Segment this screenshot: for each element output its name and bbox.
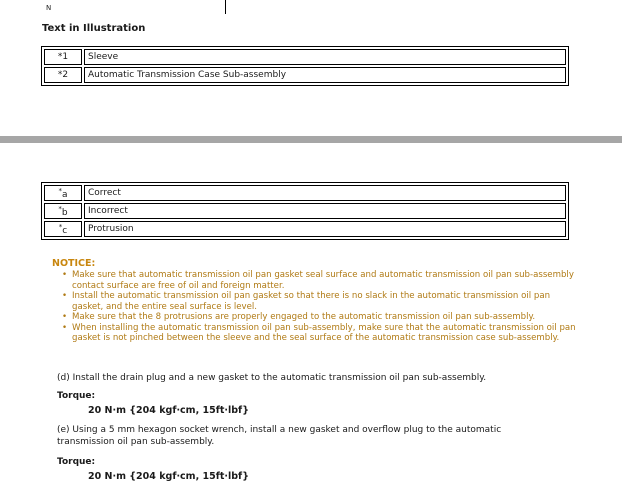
callout-key [44, 203, 82, 219]
callout-row [44, 221, 566, 237]
callout-label: Automatic Transmission Case Sub-assembly [84, 67, 566, 83]
callout-key-mark: * [58, 222, 63, 231]
callout-row [44, 49, 566, 65]
callout-key-mark: * [58, 186, 62, 195]
callout-key [44, 49, 82, 65]
bullet-icon: • [62, 270, 68, 280]
section-divider [0, 136, 622, 143]
step-e-torque-label: Torque: [57, 457, 96, 467]
callout-key-id: a [61, 189, 68, 200]
section-title: Text in Illustration [42, 23, 146, 34]
callout-row [44, 203, 566, 219]
step-e-torque-value: 20 N·m {204 kgf·cm, 15ft·lbf} [88, 471, 249, 482]
step-d-text: (d) Install the drain plug and a new gasket to the automatic transmission oil pan sub-assembly. [57, 373, 487, 383]
callout-table-top [41, 46, 569, 86]
step-d-torque-label: Torque: [57, 391, 96, 401]
callout-key-id: 1 [62, 52, 69, 62]
notice-list [58, 270, 578, 344]
callout-key-mark: * [58, 204, 62, 213]
callout-row [44, 185, 566, 201]
notice-item-text: When installing the automatic transmission oil pan sub-assembly, make sure that the automatic transmission oil pan gasket is not pinched between the sleeve and the seal surface of the automatic transmission case sub-assembly. [72, 322, 576, 343]
figure-line [225, 0, 226, 14]
callout-label: Correct [84, 185, 566, 201]
callout-key [44, 221, 82, 237]
callout-key-mark: * [57, 70, 63, 80]
callout-key-mark: * [57, 52, 63, 62]
figure-letter: N [46, 4, 52, 12]
callout-key [44, 67, 82, 83]
notice-item-text: Install the automatic transmission oil pan gasket so that there is no slack in the automatic transmission oil pan gasket, and the entire seal surface is level. [72, 291, 551, 312]
callout-label: Incorrect [84, 203, 566, 219]
callout-key [44, 185, 82, 201]
callout-key-id: 2 [62, 70, 69, 80]
step-e-text: (e) Using a 5 mm hexagon socket wrench, install a new gasket and overflow plug to the automatic transmission oil pan sub-assembly. [57, 425, 502, 447]
callout-key-id: c [62, 225, 68, 236]
notice-item [58, 270, 578, 291]
bullet-icon: • [62, 322, 68, 333]
step-d-torque-value: 20 N·m {204 kgf·cm, 15ft·lbf} [88, 405, 249, 416]
callout-label: Sleeve [84, 49, 566, 65]
callout-label: Protrusion [84, 221, 566, 237]
notice-item-text: Make sure that automatic transmission oil pan gasket seal surface and automatic transmission oil pan sub-assembly contact surface are free of oil and foreign matter. [72, 270, 574, 291]
callout-key-id: b [61, 207, 68, 218]
callout-table-bottom [41, 182, 569, 240]
notice-item [58, 323, 578, 344]
bullet-icon: • [62, 291, 68, 301]
bullet-icon: • [62, 312, 68, 322]
notice-title: NOTICE: [52, 258, 96, 269]
callout-row [44, 67, 566, 83]
notice-item-text: Make sure that the 8 protrusions are properly engaged to the automatic transmission oil pan sub-assembly. [72, 312, 536, 322]
notice-item [58, 312, 578, 323]
notice-item [58, 291, 578, 312]
